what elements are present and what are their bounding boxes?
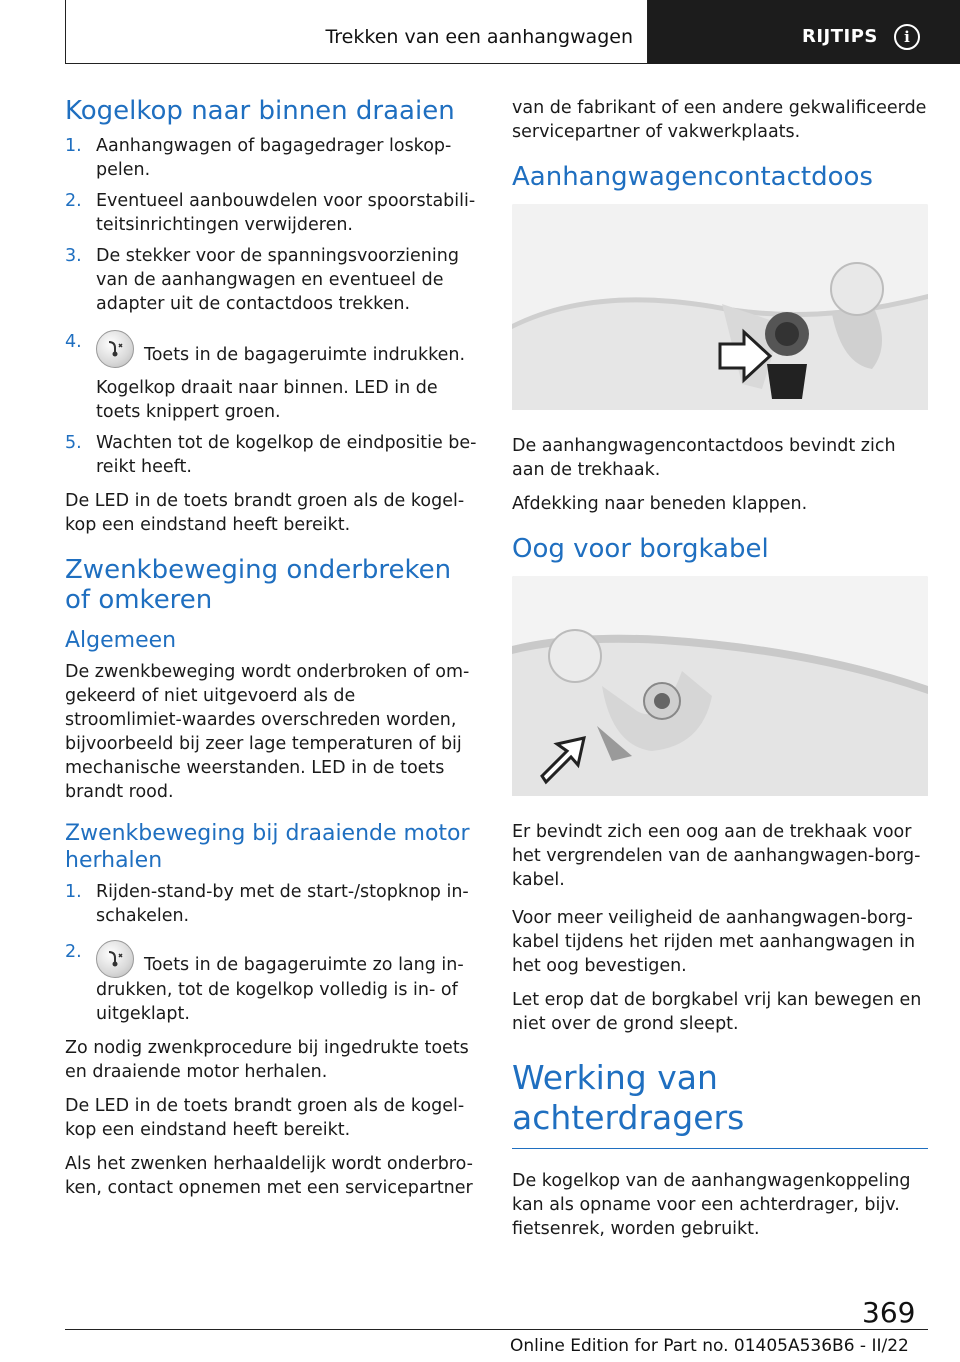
step-text: Toets in de bagageruimte zo lang in-drukken, tot de kogelkop volledig is in- of uitgeklapt. <box>96 955 464 1024</box>
photo-safety-cable-eye <box>512 576 928 800</box>
step-number: 2. <box>65 191 82 211</box>
list-item <box>65 880 477 928</box>
paragraph: Afdekking naar beneden klappen. <box>512 494 808 514</box>
step-number: 5. <box>65 433 82 453</box>
heading-kogelkop: Kogelkop naar binnen draaien <box>65 96 455 126</box>
paragraph: Let erop dat de borgkabel vrij kan bewegen en niet over de grond sleept. <box>512 990 922 1034</box>
step-number: 1. <box>65 136 82 156</box>
paragraph: Als het zwenken herhaaldelijk wordt onderbro-ken, contact opnemen met een servicepartner <box>65 1154 473 1198</box>
step-text: De stekker voor de spanningsvoorziening van de aanhangwagen en eventueel de adapter uit de contactdoos trekken. <box>96 246 459 314</box>
list-item <box>65 431 477 479</box>
tow-hitch-button-icon <box>96 330 134 368</box>
footer-edition: Online Edition for Part no. 01405A536B6 - II/22 <box>510 1336 909 1356</box>
step-number: 3. <box>65 246 82 266</box>
step-text: Wachten tot de kogelkop de eindpositie be-reikt heeft. <box>96 433 477 477</box>
step-number: 2. <box>65 942 82 962</box>
list-item <box>65 189 477 237</box>
paragraph: De LED in de toets brandt groen als de kogel-kop een eindstand heeft bereikt. <box>65 491 465 535</box>
step-number: 1. <box>65 882 82 902</box>
paragraph: Er bevindt zich een oog aan de trekhaak voor het vergrendelen van de aanhangwagen-borg-kabel. <box>512 822 921 890</box>
step-text: Eventueel aanbouwdelen voor spoorstabili-teitsinrichtingen verwijderen. <box>96 191 476 235</box>
section-label: RIJTIPS <box>802 26 878 47</box>
step-text: Rijden-stand-by met de start-/stopknop in-schakelen. <box>96 882 469 926</box>
paragraph: Voor meer veiligheid de aanhangwagen-borg-kabel tijdens het rijden met aanhangwagen in het oog bevestigen. <box>512 908 916 976</box>
step-number: 4. <box>65 332 82 352</box>
left-column <box>65 96 477 1210</box>
list-item <box>65 244 477 316</box>
step-subtext: Kogelkop draait naar binnen. LED in de toets knippert groen. <box>96 378 438 422</box>
footer-divider <box>65 1329 928 1330</box>
photo-trailer-socket <box>512 204 928 414</box>
step-text: Aanhangwagen of bagagedrager loskop-pelen. <box>96 136 452 180</box>
heading-contactdoos: Aanhangwagencontactdoos <box>512 162 873 192</box>
paragraph: De zwenkbeweging wordt onderbroken of om-gekeerd of niet uitgevoerd als de stroomlimiet-waardes overschreden worden, bijvoorbeeld bij zeer lage temperaturen of bij mechanische weerstanden. LED in de toets brandt rood. <box>65 662 470 802</box>
steps-list-1 <box>65 134 477 479</box>
list-item <box>65 940 477 1026</box>
header-section-tab[interactable] <box>648 0 960 64</box>
heading-werking: Werking van achterdragers <box>512 1058 928 1149</box>
paragraph: De LED in de toets brandt groen als de kogel-kop een eindstand heeft bereikt. <box>65 1096 465 1140</box>
paragraph: De kogelkop van de aanhangwagenkoppeling kan als opname voor een achterdrager, bijv. fietsenrek, worden gebruikt. <box>512 1171 911 1239</box>
paragraph: van de fabrikant of een andere gekwalificeerde servicepartner of vakwerkplaats. <box>512 98 927 142</box>
right-column <box>512 96 928 1251</box>
list-item <box>65 134 477 182</box>
heading-herhalen: Zwenkbeweging bij draaiende motor herhalen <box>65 821 470 873</box>
heading-oog: Oog voor borgkabel <box>512 534 769 564</box>
paragraph: Zo nodig zwenkprocedure bij ingedrukte toets en draaiende motor herhalen. <box>65 1038 469 1082</box>
chapter-title: Trekken van een aanhangwagen <box>325 26 633 48</box>
step-text: Toets in de bagageruimte indrukken. <box>144 345 466 365</box>
steps-list-2 <box>65 880 477 1026</box>
tow-hitch-button-icon <box>96 940 134 978</box>
heading-zwenkbeweging: Zwenkbeweging onderbreken of omkeren <box>65 555 452 615</box>
list-item <box>65 330 477 424</box>
heading-algemeen: Algemeen <box>65 628 177 653</box>
page-number: 369 <box>862 1296 916 1329</box>
header-chapter-box <box>65 0 648 64</box>
paragraph: De aanhangwagencontactdoos bevindt zich aan de trekhaak. <box>512 436 896 480</box>
info-icon[interactable]: i <box>894 24 920 50</box>
